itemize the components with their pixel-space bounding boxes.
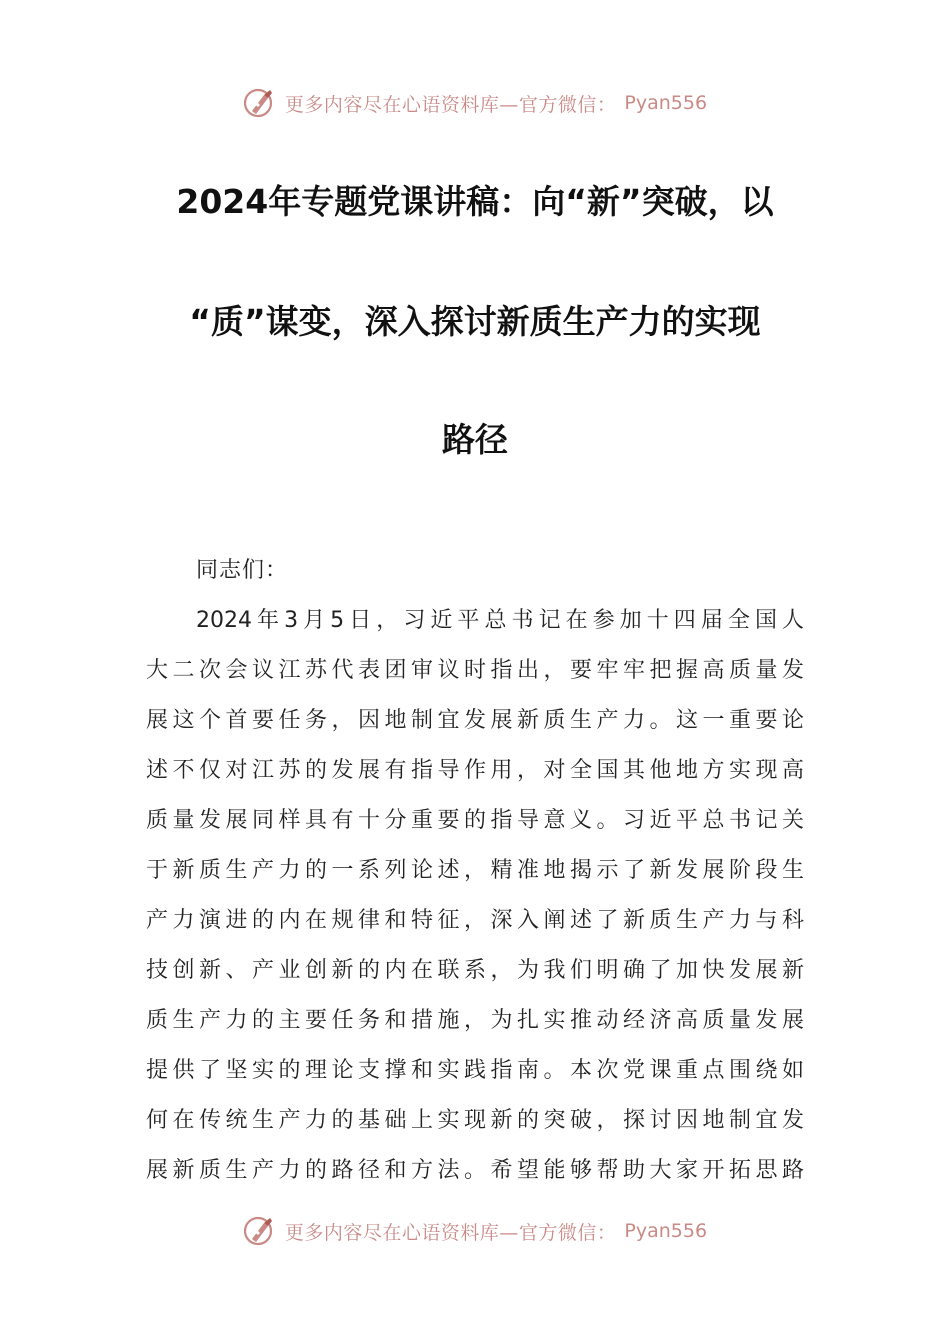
paragraph-line: 展这个首要任务，因地制宜发展新质生产力。这一重要论 <box>146 708 804 733</box>
header-watermark <box>0 86 950 120</box>
paragraph-line: 述不仅对江苏的发展有指导作用，对全国其他地方实现高 <box>146 758 804 783</box>
paragraph-line: 大二次会议江苏代表团审议时指出，要牢牢把握高质量发 <box>146 658 804 683</box>
paragraph-line: 技创新、产业创新的内在联系，为我们明确了加快发展新 <box>146 958 804 983</box>
paragraph-line: 展新质生产力的路径和方法。希望能够帮助大家开拓思路 <box>146 1158 804 1183</box>
watermark-wechat-id: Pyan556 <box>624 1220 708 1242</box>
paragraph-line: 于新质生产力的一系列论述，精准地揭示了新发展阶段生 <box>146 858 804 883</box>
document-title-line-3: 路径 <box>442 420 508 459</box>
watermark-text: 更多内容尽在心语资料库—官方微信： <box>284 1221 617 1244</box>
footer-watermark <box>0 1214 950 1248</box>
paragraph-line: 产力演进的内在规律和特征，深入阐述了新质生产力与科 <box>146 908 804 933</box>
paragraph-line: 质生产力的主要任务和措施，为扎实推动经济高质量发展 <box>146 1008 804 1033</box>
paragraph-line: 提供了坚实的理论支撑和实践指南。本次党课重点围绕如 <box>146 1058 804 1083</box>
paragraph-line: 2024年3月5日，习近平总书记在参加十四届全国人 <box>196 608 804 633</box>
pen-nib-circle-icon <box>243 86 277 120</box>
paragraph-line: 何在传统生产力的基础上实现新的突破，探讨因地制宜发 <box>146 1108 804 1133</box>
watermark-wechat-id: Pyan556 <box>624 92 708 114</box>
document-title-line-2: “质”谋变，深入探讨新质生产力的实现 <box>189 302 761 341</box>
pen-nib-circle-icon <box>243 1214 277 1248</box>
paragraph-line: 质量发展同样具有十分重要的指导意义。习近平总书记关 <box>146 808 804 833</box>
salutation: 同志们： <box>196 558 289 583</box>
watermark-text: 更多内容尽在心语资料库—官方微信： <box>284 93 617 116</box>
document-title-line-1: 2024年专题党课讲稿：向“新”突破，以 <box>176 182 774 221</box>
